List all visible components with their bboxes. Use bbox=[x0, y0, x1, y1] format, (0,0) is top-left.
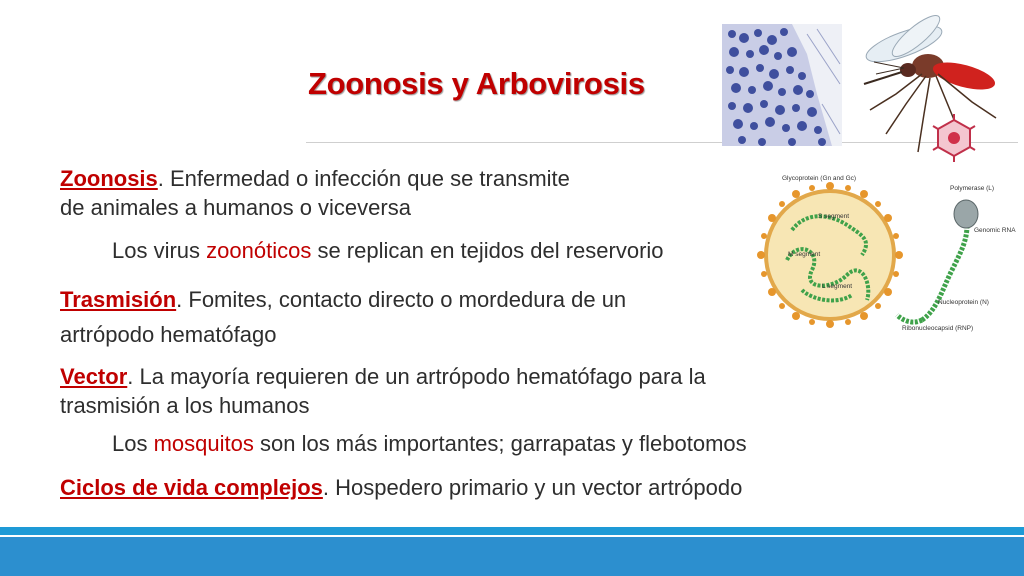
zoonosis-definition: . Enfermedad o infección que se transmite bbox=[157, 166, 570, 191]
mosquitos-pre: Los bbox=[112, 431, 154, 456]
zoonotic-pre: Los virus bbox=[112, 238, 207, 263]
paragraph-vector bbox=[60, 362, 706, 420]
paragraph-trasmision bbox=[60, 282, 626, 352]
label-l-segment: L segment bbox=[822, 283, 853, 290]
footer-accent-bar bbox=[0, 527, 1024, 535]
label-ribonucleocapsid: Ribonucleocapsid (RNP) bbox=[902, 325, 974, 332]
term-trasmision: Trasmisión bbox=[60, 287, 177, 312]
paragraph-ciclos bbox=[60, 473, 742, 502]
mosquitos-post: son los más importantes; garrapatas y flebotomos bbox=[253, 431, 747, 456]
label-glycoprotein: Glycoprotein (Gn and Gc) bbox=[782, 175, 857, 182]
paragraph-zoonosis bbox=[60, 164, 570, 222]
term-vector: Vector bbox=[60, 364, 128, 389]
trasmision-definition-line2: artrópodo hematófago bbox=[60, 322, 277, 347]
term-zoonosis: Zoonosis bbox=[60, 166, 158, 191]
zoonosis-definition-line2: de animales a humanos o viceversa bbox=[60, 195, 411, 220]
virion-structure-diagram bbox=[752, 170, 1018, 340]
paragraph-zoonotic-virus bbox=[112, 236, 664, 265]
label-genomic-rna: Genomic RNA bbox=[974, 227, 1016, 234]
paragraph-mosquitos bbox=[112, 429, 747, 458]
ciclos-definition: . Hospedero primario y un vector artrópodo bbox=[322, 475, 743, 500]
mosquito-illustration bbox=[846, 14, 1006, 164]
footer-bar bbox=[0, 537, 1024, 576]
zoonotic-post: se replican en tejidos del reservorio bbox=[311, 238, 664, 263]
vector-definition: . La mayoría requieren de un artrópodo hematófago para la bbox=[127, 364, 706, 389]
label-s-segment: S segment bbox=[818, 213, 850, 220]
slide-title: Zoonosis y Arbovirosis bbox=[308, 66, 645, 101]
label-m-segment: M segment bbox=[788, 251, 821, 258]
highlight-mosquitos: mosquitos bbox=[153, 431, 254, 456]
term-ciclos-de-vida: Ciclos de vida complejos bbox=[60, 475, 323, 500]
tissue-micrograph-image bbox=[722, 24, 842, 146]
highlight-zoonoticos: zoonóticos bbox=[206, 238, 312, 263]
trasmision-definition: . Fomites, contacto directo o mordedura de un bbox=[176, 287, 627, 312]
label-nucleoprotein: Nucleoprotein (N) bbox=[938, 299, 989, 306]
vector-definition-line2: trasmisión a los humanos bbox=[60, 393, 310, 418]
label-polymerase: Polymerase (L) bbox=[950, 185, 995, 192]
